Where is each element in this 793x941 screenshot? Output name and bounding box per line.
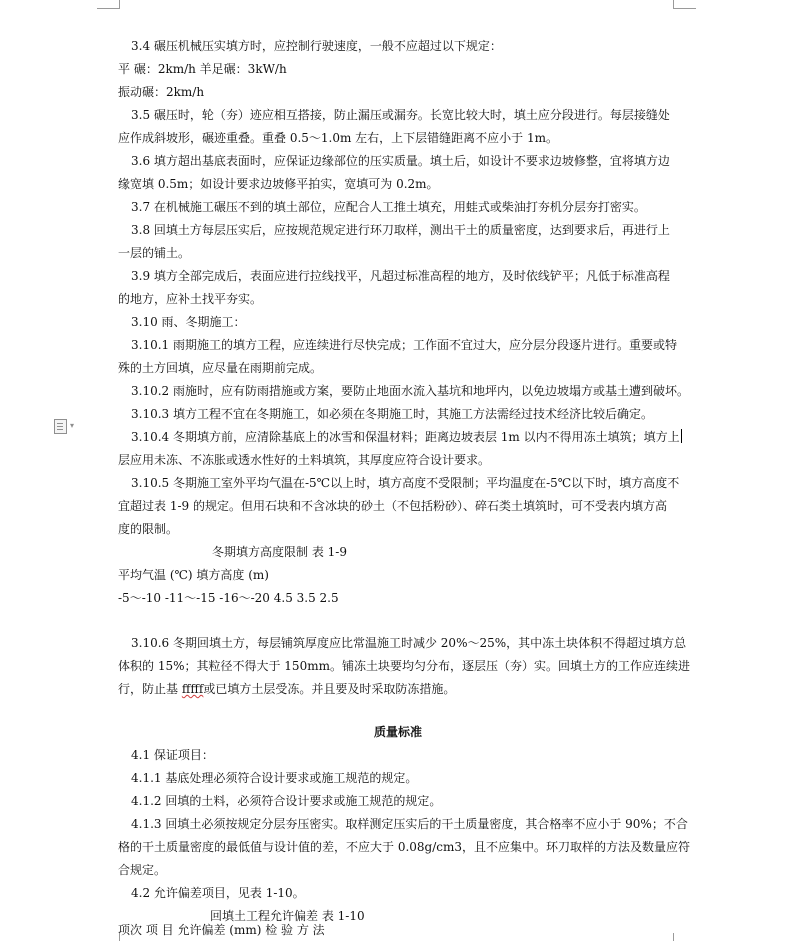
paragraph-3-8: 3.8 回填土方每层压实后，应按规范规定进行环刀取样，测出干土的质量密度，达到要求后，再进行上	[131, 223, 670, 237]
paragraph-3-6: 3.6 填方超出基底表面时，应保证边缘部位的压实质量。填土后，如设计不要求边坡修整，宜将填方边	[131, 154, 670, 168]
paragraph-line: 格的干土质量密度的最低值与设计值的差，不应大于 0.08g/cm3，且不应集中。环刀取样的方法及数量应符	[118, 840, 690, 854]
paragraph-4-1-2: 4.1.2 回填的土料，必须符合设计要求或施工规范的规定。	[131, 794, 442, 808]
table-caption: 冬期填方高度限制 表 1-9	[212, 545, 347, 559]
paragraph-line: 度的限制。	[118, 522, 179, 536]
paragraph-line: 层应用未冻、不冻胀或透水性好的土料填筑，其厚度应符合设计要求。	[118, 453, 491, 467]
paragraph-text: 行，防止基	[118, 682, 179, 696]
paragraph-3-9: 3.9 填方全部完成后，表面应进行拉线找平，凡超过标准高程的地方，及时依线铲平；凡低于标准高程	[131, 269, 670, 283]
paragraph-3-10-4	[131, 429, 678, 445]
text-cursor	[681, 429, 682, 443]
page-corner-mark	[673, 933, 696, 941]
paragraph-3-7: 3.7 在机械施工碾压不到的填土部位，应配合人工推土填充，用蛙式或柴油打夯机分层夯打密实。	[131, 200, 646, 214]
paragraph-line: 宜超过表 1-9 的规定。但用石块和不含冰块的砂土（不包括粉砂）、碎石类土填筑时，可不受表内填方高	[118, 499, 667, 513]
paragraph-line: 平 碾：2km/h 羊足碾：3kW/h	[118, 62, 287, 76]
paragraph-line: 体积的 15%；其粒径不得大于 150mm。铺冻土块要均匀分布，逐层压（夯）实。回填土方的工作应连续进	[118, 659, 690, 673]
paragraph-line: 合规定。	[118, 863, 167, 877]
paragraph-3-10-6: 3.10.6 冬期回填土方，每层铺筑厚度应比常温施工时减少 20%～25%，其中冻土块体积不得超过填方总	[131, 636, 687, 650]
paragraph-3-5: 3.5 碾压时，轮（夯）迹应相互搭接，防止漏压或漏夯。长宽比较大时，填土应分段进行。每层接缝处	[131, 108, 670, 122]
section-heading-3-10: 3.10 雨、冬期施工：	[131, 315, 246, 329]
paragraph-line: 一层的铺土。	[118, 246, 191, 260]
table-caption: 回填土工程允许偏差 表 1-10	[210, 909, 365, 923]
paragraph-line: 振动碾：2km/h	[118, 85, 205, 99]
paragraph-line	[118, 681, 678, 697]
paragraph-line: 殊的土方回填，应尽量在雨期前完成。	[118, 361, 323, 375]
spelling-error-word[interactable]: fffff	[181, 682, 204, 696]
paragraph-text: 3.10.4 冬期填方前，应清除基底上的冰雪和保温材料；距离边坡表层 1m 以内不得用冻土填筑；填方上	[131, 430, 680, 444]
page-corner-mark	[97, 0, 120, 9]
paragraph-line: 的地方，应补土找平夯实。	[118, 292, 263, 306]
paragraph-3-10-2: 3.10.2 雨施时，应有防雨措施或方案，要防止地面水流入基坑和地坪内，以免边坡塌方或基土遭到破坏。	[131, 384, 689, 398]
paragraph-3-10-3: 3.10.3 填方工程不宜在冬期施工，如必须在冬期施工时，其施工方法需经过技术经济比较后确定。	[131, 407, 653, 421]
page-corner-mark	[97, 933, 120, 941]
paragraph-options-icon[interactable]	[54, 419, 67, 434]
section-heading-quality: 质量标准	[373, 725, 422, 739]
page-corner-mark	[673, 0, 696, 9]
paragraph-4-1-3: 4.1.3 回填土必须按规定分层夯压密实。取样测定压实后的干土质量密度，其合格率不应小于 90%；不合	[131, 817, 688, 831]
paragraph-3-4: 3.4 碾压机械压实填方时，应控制行驶速度，一般不应超过以下规定：	[131, 39, 502, 53]
paragraph-line: 缘宽填 0.5m；如设计要求边坡修平拍实，宽填可为 0.2m。	[118, 177, 439, 191]
paragraph-3-10-5: 3.10.5 冬期施工室外平均气温在-5℃以上时，填方高度不受限制；平均温度在-5℃以下时，填方高度不	[131, 476, 680, 490]
table-row: -5～-10 -11～-15 -16～-20 4.5 3.5 2.5	[118, 591, 339, 605]
table-header-row: 项次 项 目 允许偏差 (mm) 检 验 方 法	[118, 923, 325, 937]
chevron-down-icon[interactable]: ▾	[70, 421, 75, 430]
paragraph-3-10-1: 3.10.1 雨期施工的填方工程，应连续进行尽快完成；工作面不宜过大，应分层分段逐片进行。重要或特	[131, 338, 677, 352]
section-heading-4-1: 4.1 保证项目：	[131, 748, 214, 762]
table-header-row: 平均气温 (℃) 填方高度 (m)	[118, 568, 269, 582]
paragraph-text: 或已填方土层受冻。并且要及时采取防冻措施。	[203, 682, 456, 696]
paragraph-4-1-1: 4.1.1 基底处理必须符合设计要求或施工规范的规定。	[131, 771, 418, 785]
paragraph-line: 应作成斜坡形，碾迹重叠。重叠 0.5～1.0m 左右，上下层错缝距离不应小于 1m。	[118, 131, 559, 145]
paragraph-4-2: 4.2 允许偏差项目，见表 1-10。	[131, 886, 305, 900]
